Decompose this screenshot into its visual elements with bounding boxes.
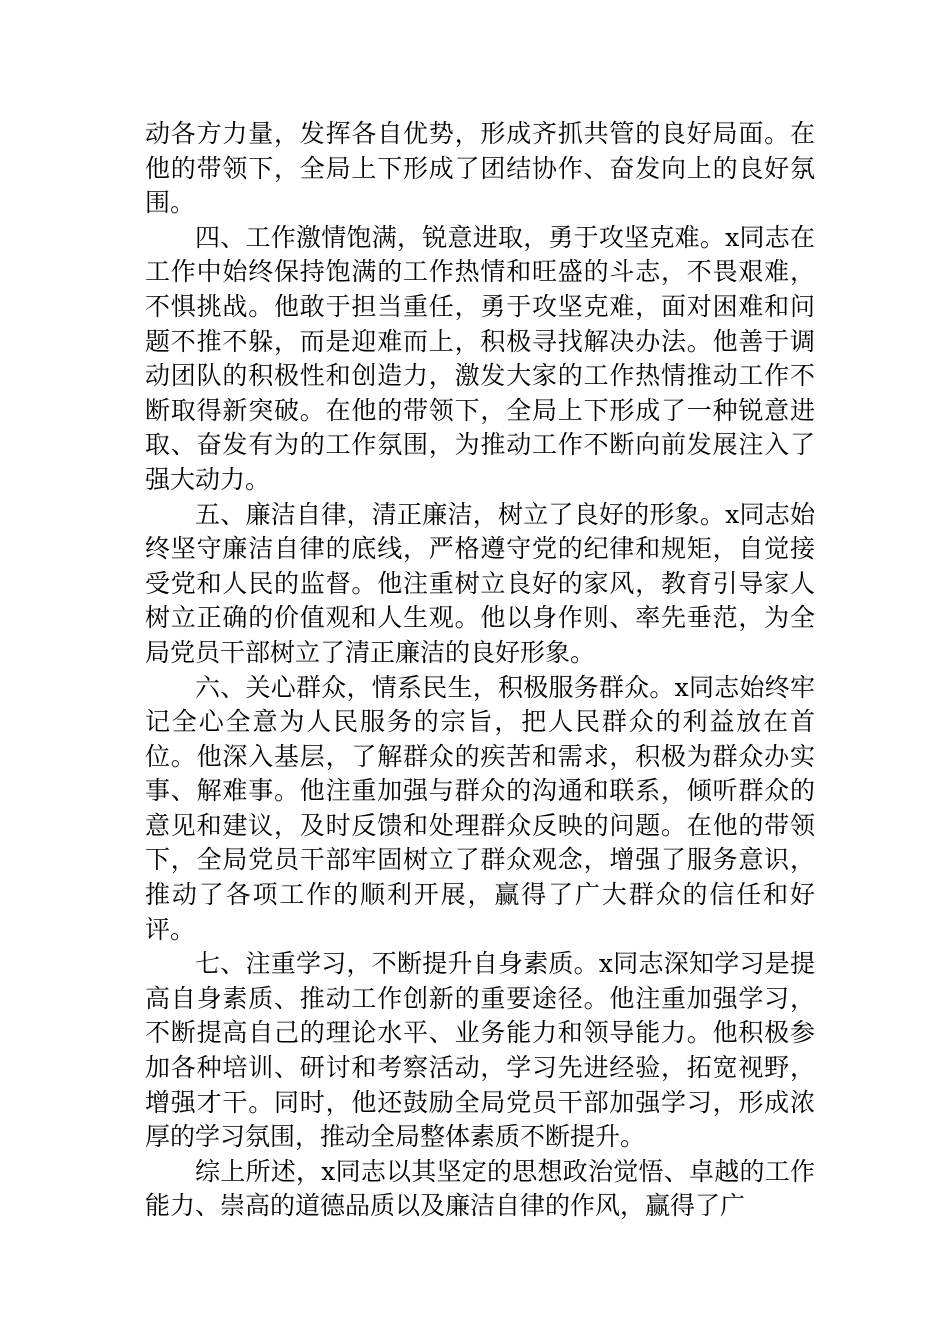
paragraph-section-four: 四、工作激情饱满，锐意进取，勇于攻坚克难。x同志在工作中始终保持饱满的工作热情和旺盛的斗志，不畏艰难，不惧挑战。他敢于担当重任，勇于攻坚克难，面对困难和问题不推不躲，而是迎难而上，积极寻找解决办法。他善于调动团队的积极性和创造力，激发大家的工作热情推动工作不断取得新突破。在他的带领下，全局上下形成了一种锐意进取、奋发有为的工作氛围，为推动工作不断向前发展注入了强大动力。 (145, 222, 815, 494)
document-body (145, 117, 815, 1224)
paragraph-section-six: 六、关心群众，情系民生，积极服务群众。x同志始终牢记全心全意为人民服务的宗旨，把人民群众的利益放在首位。他深入基层，了解群众的疾苦和需求，积极为群众办实事、解难事。他注重加强与群众的沟通和联系，倾听群众的意见和建议，及时反馈和处理群众反映的问题。在他的带领下，全局党员干部牢固树立了群众观念，增强了服务意识，推动了各项工作的顺利开展，赢得了广大群众的信任和好评。 (145, 672, 815, 944)
paragraph-section-five: 五、廉洁自律，清正廉洁，树立了良好的形象。x同志始终坚守廉洁自律的底线，严格遵守党的纪律和规矩，自觉接受党和人民的监督。他注重树立良好的家风，教育引导家人树立正确的价值观和人生观。他以身作则、率先垂范，为全局党员干部树立了清正廉洁的良好形象。 (145, 499, 815, 667)
paragraph-summary: 综上所述，x同志以其坚定的思想政治觉悟、卓越的工作能力、崇高的道德品质以及廉洁自律的作风，赢得了广 (145, 1156, 815, 1221)
paragraph-section-seven: 七、注重学习，不断提升自身素质。x同志深知学习是提高自身素质、推动工作创新的重要途径。他注重加强学习，不断提高自己的理论水平、业务能力和领导能力。他积极参加各种培训、研讨和考察活动，学习先进经验，拓宽视野，增强才干。同时，他还鼓励全局党员干部加强学习，形成浓厚的学习氛围，推动全局整体素质不断提升。 (145, 949, 815, 1152)
paragraph-continuation: 动各方力量，发挥各自优势，形成齐抓共管的良好局面。在他的带领下，全局上下形成了团结协作、奋发向上的良好氛围。 (145, 119, 815, 218)
